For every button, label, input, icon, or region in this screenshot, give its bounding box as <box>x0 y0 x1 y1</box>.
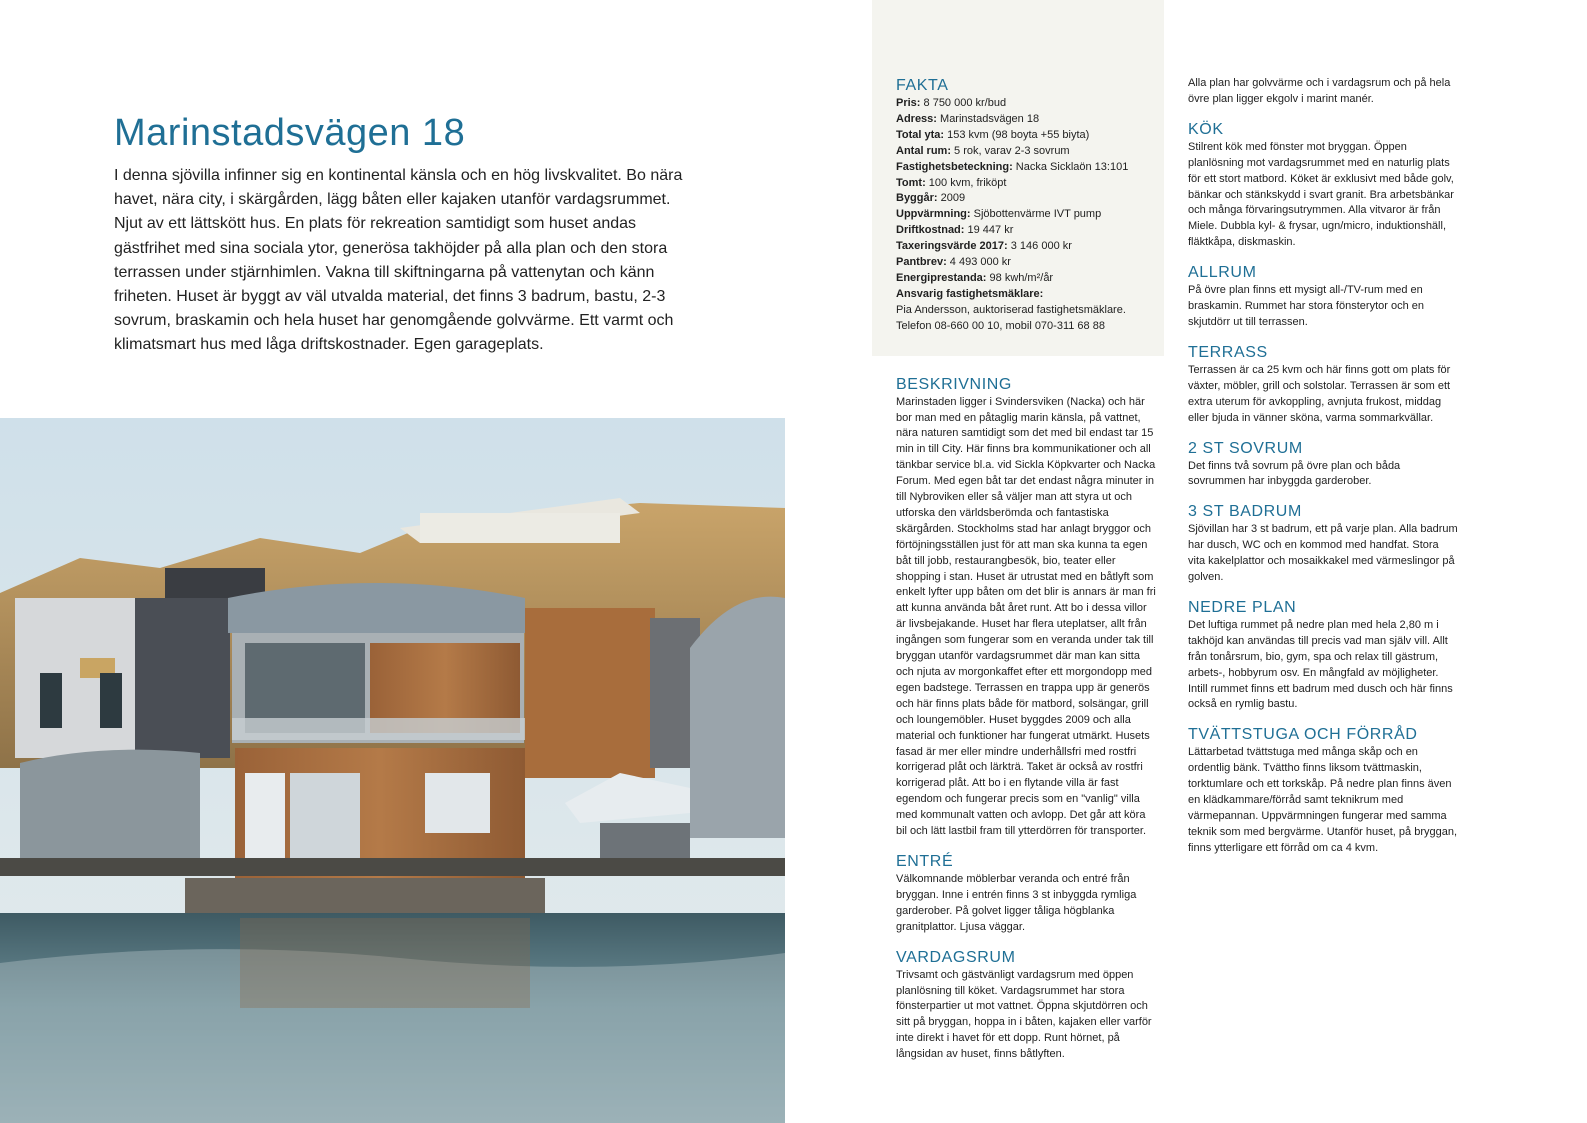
fakta-line <box>896 112 1158 128</box>
fakta-label: Tomt: <box>896 176 926 189</box>
allrum-heading: ALLRUM <box>1188 264 1257 282</box>
fakta-value: Marinstadsvägen 18 <box>936 112 1040 125</box>
fakta-line <box>896 160 1158 176</box>
sovrum-heading: 2 ST SOVRUM <box>1188 439 1303 457</box>
entre-heading: ENTRÉ <box>896 852 954 870</box>
fakta-line <box>896 191 1158 207</box>
fakta-value: Nacka Sicklaön 13:101 <box>1012 160 1129 173</box>
fakta-label: Pantbrev: <box>896 256 947 269</box>
fakta-heading: FAKTA <box>896 77 949 94</box>
fakta-line <box>896 144 1158 160</box>
fakta-line <box>896 96 1158 112</box>
fakta-value: 3 146 000 kr <box>1007 240 1072 253</box>
tvattstuga-text: Lättarbetad tvättstuga med många skåp och en ordentlig bänk. Tvättho finns liksom tvättmaskin, torktumlare och ett torkskåp. På nedre plan finns även en klädkammare/förråd samt teknikrum med värmepannan. Uppvärmningen fungerar med samma teknik som med bergvärme. Utanför huset, på bryggan, finns ytterligare ett förråd om ca 4 kvm. <box>1188 746 1458 854</box>
fakta-value: Telefon 08-660 00 10, mobil 070-311 68 88 <box>896 319 1105 332</box>
entre-text: Välkomnande möblerbar veranda och entré från bryggan. Inne i entrén finns 3 st inbyggda rymliga garderober. På golvet ligger tåliga högblanka granitplattor. Ljusa väggar. <box>896 872 1137 933</box>
beskrivning-text: Marinstaden ligger i Svindersviken (Nacka) och här bor man med en påtaglig marin känsla, på vattnet, nära naturen samtidigt som det med bil endast tar 15 min in till City. Här finns bra kommunikationer och all tänkbar service bl.a. vid Sickla Köpkvarter och Nacka Forum. Med egen båt tar det endast några minuter in till Nybroviken eller så väljer man att styra ut och utforska den världsberömda och fantastiska skärgården. Stockholms stad har anlagt bryggor och förtöjningsställen just för att man ska kunna ta egen båt till jobb, restaurangbesök, bio, teater eller shopping i stan. Huset är utrustat med en båtlyft som enkelt lyfter upp båten om det blir is annars är man fri att kunna använda båt året runt. Att bo i dessa villor är livsbejakande. Huset har flera uteplatser, allt från ingången som fungerar som en veranda under tak till bryggan utanför vardagsrummet där man kan sitta och njuta av morgonkaffet efter ett morgondopp med egen badstege. Terrassen en trappa upp är generös och här finns plats både för matbord, solsängar, grill och loungemöbler. Huset byggdes 2009 och alla material och funktioner har fungerat utmärkt. Husets fasad är mer eller mindre underhållsfri med rostfri korrigerad plåt och lärkträ. Taket är också av rostfri korrigerad plåt. Att bo i en flytande villa är fast egendom och fungerar precis som en "vanlig" villa med kommunalt vatten och avlopp. Det går att köra bil och lätt lastbil fram till ytterdörren för transporter. <box>896 395 1156 838</box>
fakta-line <box>896 239 1158 255</box>
fakta-line <box>896 287 1158 303</box>
fakta-line <box>896 223 1158 239</box>
kok-heading: KÖK <box>1188 120 1224 138</box>
sovrum-text: Det finns två sovrum på övre plan och båda sovrummen har inbyggda garderober. <box>1188 459 1401 488</box>
fakta-value: 153 kvm (98 boyta +55 biyta) <box>944 128 1090 141</box>
text-column-2 <box>1188 76 1458 857</box>
fakta-line <box>896 303 1158 319</box>
fakta-line <box>896 128 1158 144</box>
kok-text: Stilrent kök med fönster mot bryggan. Öppen planlösning mot vardagsrummet med en naturlig plats för ett stort matbord. Köket är exklusivt med både golv, bänkar och stänkskydd i svart granit. Bra arbetsbänkar och många förvaringsutrymmen. Alla vitvaror är från Miele. Dubbla kyl- & frysar, ugn/micro, induktionshäll, fläktkåpa, diskmaskin. <box>1188 140 1454 249</box>
fakta-label: Adress: <box>896 112 937 125</box>
fakta-label: Driftkostnad: <box>896 224 965 237</box>
fakta-list <box>896 96 1158 335</box>
page-title: Marinstadsvägen 18 <box>114 112 466 154</box>
fakta-line <box>896 271 1158 287</box>
badrum-text: Sjövillan har 3 st badrum, ett på varje plan. Alla badrum har dusch, WC och en kommod med handfat. Stora vita kakelplattor och mosaikkakel med värmeslingor på golven. <box>1188 523 1458 584</box>
fakta-line <box>896 319 1158 335</box>
fakta-label: Taxeringsvärde 2017: <box>896 240 1008 253</box>
fakta-label: Pris: <box>896 97 921 109</box>
fakta-line <box>896 207 1158 223</box>
fakta-label: Total yta: <box>896 128 945 141</box>
vardagsrum-text-2: Alla plan har golvvärme och i vardagsrum och på hela övre plan ligger ekgolv i marint manér. <box>1188 77 1451 105</box>
text-column-1 <box>896 76 1158 1063</box>
fakta-value: Sjöbottenvärme IVT pump <box>970 208 1102 221</box>
beskrivning-heading: BESKRIVNING <box>896 375 1012 393</box>
fakta-value: 2009 <box>937 192 966 205</box>
vardagsrum-heading: VARDAGSRUM <box>896 948 1016 966</box>
intro-text: I denna sjövilla infinner sig en kontinental känsla och en hög livskvalitet. Bo nära havet, nära city, i skärgården, lägg båten eller kajaken utanför vardagsrummet. Njut av ett lättskött hus. En plats för rekreation samtidigt som huset andas gästfrihet med sina sociala ytor, generösa takhöjder på alla plan och den stora terrassen under stjärnhimlen. Vakna till skiftningarna på vattenytan och känn friheten. Huset är byggt av väl utvalda material, det finns 3 badrum, bastu, 2-3 sovrum, braskamin och hela huset har genomgående golvvärme. Ett varmt och klimatsmart hus med låga driftskostnader. Egen garageplats. <box>114 167 683 354</box>
house-photo <box>0 418 785 1123</box>
fakta-label: Energiprestanda: <box>896 271 987 284</box>
fakta-label: Uppvärmning: <box>896 208 971 221</box>
terrass-heading: TERRASS <box>1188 343 1268 361</box>
fakta-label: Antal rum: <box>896 144 951 157</box>
badrum-heading: 3 ST BADRUM <box>1188 503 1302 521</box>
fakta-label: Ansvarig fastighetsmäklare: <box>896 287 1044 300</box>
fakta-value: 100 kvm, friköpt <box>925 176 1007 189</box>
fakta-value: 5 rok, varav 2-3 sovrum <box>951 144 1070 157</box>
fakta-value: 8 750 000 kr/bud <box>920 97 1007 109</box>
fakta-value: 4 493 000 kr <box>946 256 1011 269</box>
tvattstuga-heading: TVÄTTSTUGA OCH FÖRRÅD <box>1188 726 1418 744</box>
fakta-value: Pia Andersson, auktoriserad fastighetsmäklare. <box>896 303 1126 316</box>
fakta-value: 19 447 kr <box>964 224 1014 237</box>
terrass-text: Terrassen är ca 25 kvm och här finns gott om plats för växter, möbler, grill och solstolar. Terrassen är som ett extra uterum för avkoppling, avnjuta frukost, middag eller bjuda in vänner sköna, varma sommarkvällar. <box>1188 363 1451 424</box>
fakta-label: Fastighetsbeteckning: <box>896 160 1013 173</box>
fakta-line <box>896 176 1158 192</box>
fakta-label: Byggår: <box>896 192 938 205</box>
fakta-line <box>896 255 1158 271</box>
vardagsrum-text: Trivsamt och gästvänligt vardagsrum med öppen planlösning till köket. Vardagsrummet har stora fönsterpartier ut mot vattnet. Öppna skjutdörren och sitt på bryggan, hoppa in i båten, kajaken eller varför inte direkt i havet för ett dopp. Runt hörnet, på långsidan av huset, finns båtlyften. <box>896 968 1152 1061</box>
nedre-plan-heading: NEDRE PLAN <box>1188 598 1297 616</box>
allrum-text: På övre plan finns ett mysigt all-/TV-rum med en braskamin. Rummet har stora fönsterytor och en skjutdörr ut till terrassen. <box>1188 284 1424 328</box>
nedre-plan-text: Det luftiga rummet på nedre plan med hela 2,80 m i takhöjd kan användas till precis vad man själv vill. Allt från tonårsrum, bio, gym, spa och relax till gästrum, arbets-, hobbyrum osv. En mångfald av möjligheter. Intill rummet finns ett badrum med dusch och här finns också en rymlig bastu. <box>1188 618 1453 711</box>
fakta-value: 98 kwh/m²/år <box>986 271 1054 284</box>
